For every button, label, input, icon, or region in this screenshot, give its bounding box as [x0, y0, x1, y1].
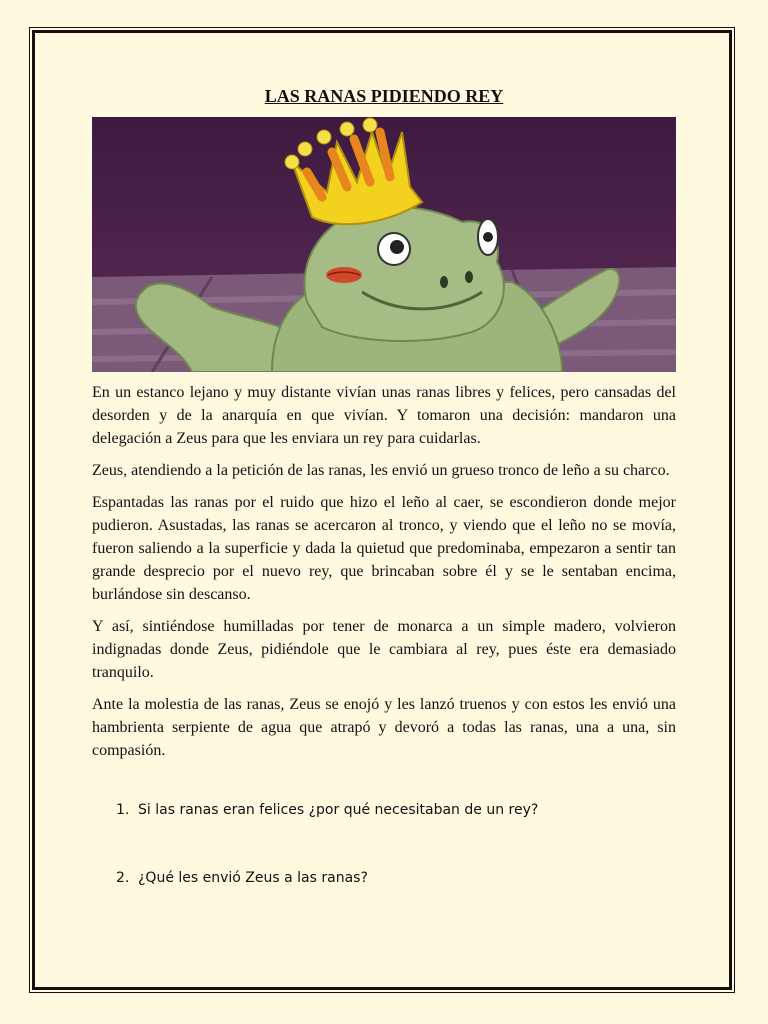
paragraph: Espantadas las ranas por el ruido que hizo el leño al caer, se escondieron donde mejor pudieron. Asustadas, las ranas se acercaron al tronco, y viendo que el leño no se movía, fueron saliendo a la superficie y dada la quietud que predominaba, empezaron a sentir tan grande desprecio por el nuevo rey, que brincaban sobre él y se le sentaban encima, burlándose sin descanso.: [92, 494, 676, 603]
question-item: [116, 802, 538, 818]
story-text: [92, 381, 676, 771]
paragraph: En un estanco lejano y muy distante vivían unas ranas libres y felices, pero cansadas del desorden y de la anarquía en que vivían. Y tomaron una decisión: mandaron una delegación a Zeus para que les enviara un rey para cuidarlas.: [92, 384, 676, 447]
question-text: Si las ranas eran felices ¿por qué necesitaban de un rey?: [138, 802, 539, 818]
question-text: ¿Qué les envió Zeus a las ranas?: [138, 870, 368, 886]
question-number: 2.: [116, 870, 130, 886]
paragraph: Zeus, atendiendo a la petición de las ranas, les envió un grueso tronco de leño a su charco.: [92, 462, 670, 479]
document-title: LAS RANAS PIDIENDO REY: [264, 86, 504, 106]
question-number: 1.: [116, 802, 130, 818]
paragraph: Ante la molestia de las ranas, Zeus se enojó y les lanzó truenos y con estos les envió una hambrienta serpiente de agua que atrapó y devoró a todas las ranas, una a una, sin compasión.: [92, 696, 676, 759]
paragraph: Y así, sintiéndose humilladas por tener de monarca a un simple madero, volvieron indignadas donde Zeus, pidiéndole que le cambiara al rey, pues éste era demasiado tranquilo.: [92, 618, 676, 681]
question-item: [116, 870, 368, 886]
frog-king-illustration: [92, 117, 676, 372]
